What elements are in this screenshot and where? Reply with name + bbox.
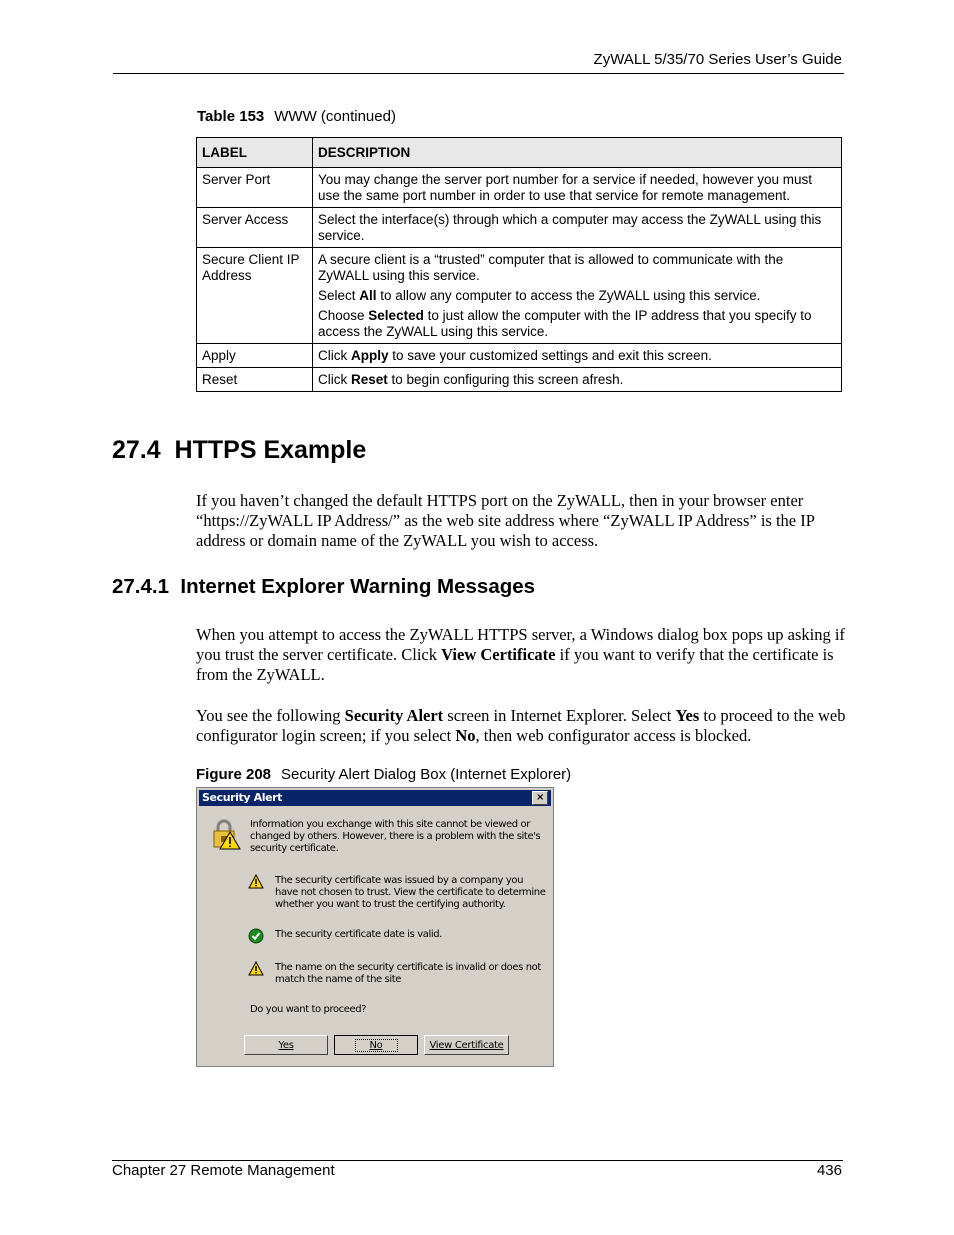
proceed-question: Do you want to proceed? — [250, 1004, 367, 1015]
row-description: Click Reset to begin configuring this screen afresh. — [313, 368, 842, 392]
col-description-header: DESCRIPTION — [313, 138, 842, 168]
dialog-title-bar — [199, 790, 551, 806]
row-label: Apply — [197, 344, 313, 368]
view-certificate-button[interactable]: View Certificate — [424, 1035, 509, 1055]
figure-caption — [196, 766, 571, 783]
padlock-warning-icon — [209, 818, 241, 850]
no-button[interactable] — [334, 1035, 418, 1055]
row-description — [313, 248, 842, 344]
table-caption — [197, 108, 396, 125]
table-row — [197, 344, 842, 368]
subsection-paragraph-1: When you attempt to access the ZyWALL HTTPS server, a Windows dialog box pops up asking if you trust the server certificate. Click View Certificate if you want to verify that the certificate is from the ZyWALL. — [196, 625, 845, 684]
warning-icon — [248, 961, 264, 976]
subsection-heading: 27.4.1 Internet Explorer Warning Messages — [112, 575, 536, 598]
row-label: Reset — [197, 368, 313, 392]
row-label: Server Access — [197, 208, 313, 248]
section-paragraph: If you haven’t changed the default HTTPS port on the ZyWALL, then in your browser enter “https://ZyWALL IP Address/” as the web site address where “ZyWALL IP Address” is the IP address or domain name of the ZyWALL you wish to access. — [196, 491, 815, 550]
www-table — [196, 137, 842, 392]
desc-paragraph: A secure client is a “trusted” computer that is allowed to communicate with the ZyWALL using this service. — [318, 252, 784, 283]
no-button-label: No — [355, 1039, 398, 1052]
dialog-title: Security Alert — [202, 791, 283, 804]
row-description: Select the interface(s) through which a computer may access the ZyWALL using this service. — [313, 208, 842, 248]
guide-title: ZyWALL 5/35/70 Series User’s Guide — [593, 51, 842, 68]
table-number: Table 153 — [197, 108, 265, 125]
footer-rule — [112, 1160, 843, 1161]
certificate-date-valid-text: The security certificate date is valid. — [275, 929, 442, 940]
footer-page-number: 436 — [816, 1162, 842, 1179]
figure-title: Security Alert Dialog Box (Internet Explorer) — [281, 766, 572, 783]
row-description: Click Apply to save your customized settings and exit this screen. — [313, 344, 842, 368]
footer-chapter: Chapter 27 Remote Management — [112, 1162, 335, 1179]
table-row — [197, 368, 842, 392]
table-row — [197, 168, 842, 208]
col-label-header: LABEL — [197, 138, 313, 168]
desc-paragraph: Choose Selected to just allow the computer with the IP address that you specify to access the ZyWALL using this service. — [318, 308, 812, 339]
checkmark-icon — [248, 928, 264, 944]
warning-name-mismatch-text: The name on the security certificate is invalid or does not match the name of the site — [275, 962, 541, 985]
section-heading: 27.4 HTTPS Example — [112, 436, 367, 464]
subsection-paragraph-2: You see the following Security Alert screen in Internet Explorer. Select Yes to proceed to the web configurator login screen; if you select No, then web configurator access is blocked. — [196, 706, 846, 745]
close-button[interactable] — [532, 791, 548, 805]
security-alert-dialog — [196, 787, 554, 1067]
table-title: WWW (continued) — [274, 108, 396, 125]
warning-icon — [248, 874, 264, 889]
dialog-intro-text: Information you exchange with this site cannot be viewed or changed by others. However, there is a problem with the site's security certificate. — [250, 819, 541, 854]
table-row — [197, 208, 842, 248]
close-icon: × — [536, 792, 544, 803]
yes-button[interactable]: Yes — [244, 1035, 328, 1055]
header-rule — [113, 73, 844, 74]
row-description: You may change the server port number for a service if needed, however you must use the same port number in order to use that service for remote management. — [313, 168, 842, 208]
table-header-row — [197, 138, 842, 168]
row-label: Server Port — [197, 168, 313, 208]
figure-number: Figure 208 — [196, 766, 272, 783]
row-label: Secure Client IP Address — [197, 248, 313, 344]
table-row — [197, 248, 842, 344]
desc-paragraph: Select All to allow any computer to access the ZyWALL using this service. — [318, 288, 761, 303]
warning-untrusted-issuer-text: The security certificate was issued by a company you have not chosen to trust. View the certificate to determine whether you want to trust the certifying authority. — [275, 875, 546, 910]
